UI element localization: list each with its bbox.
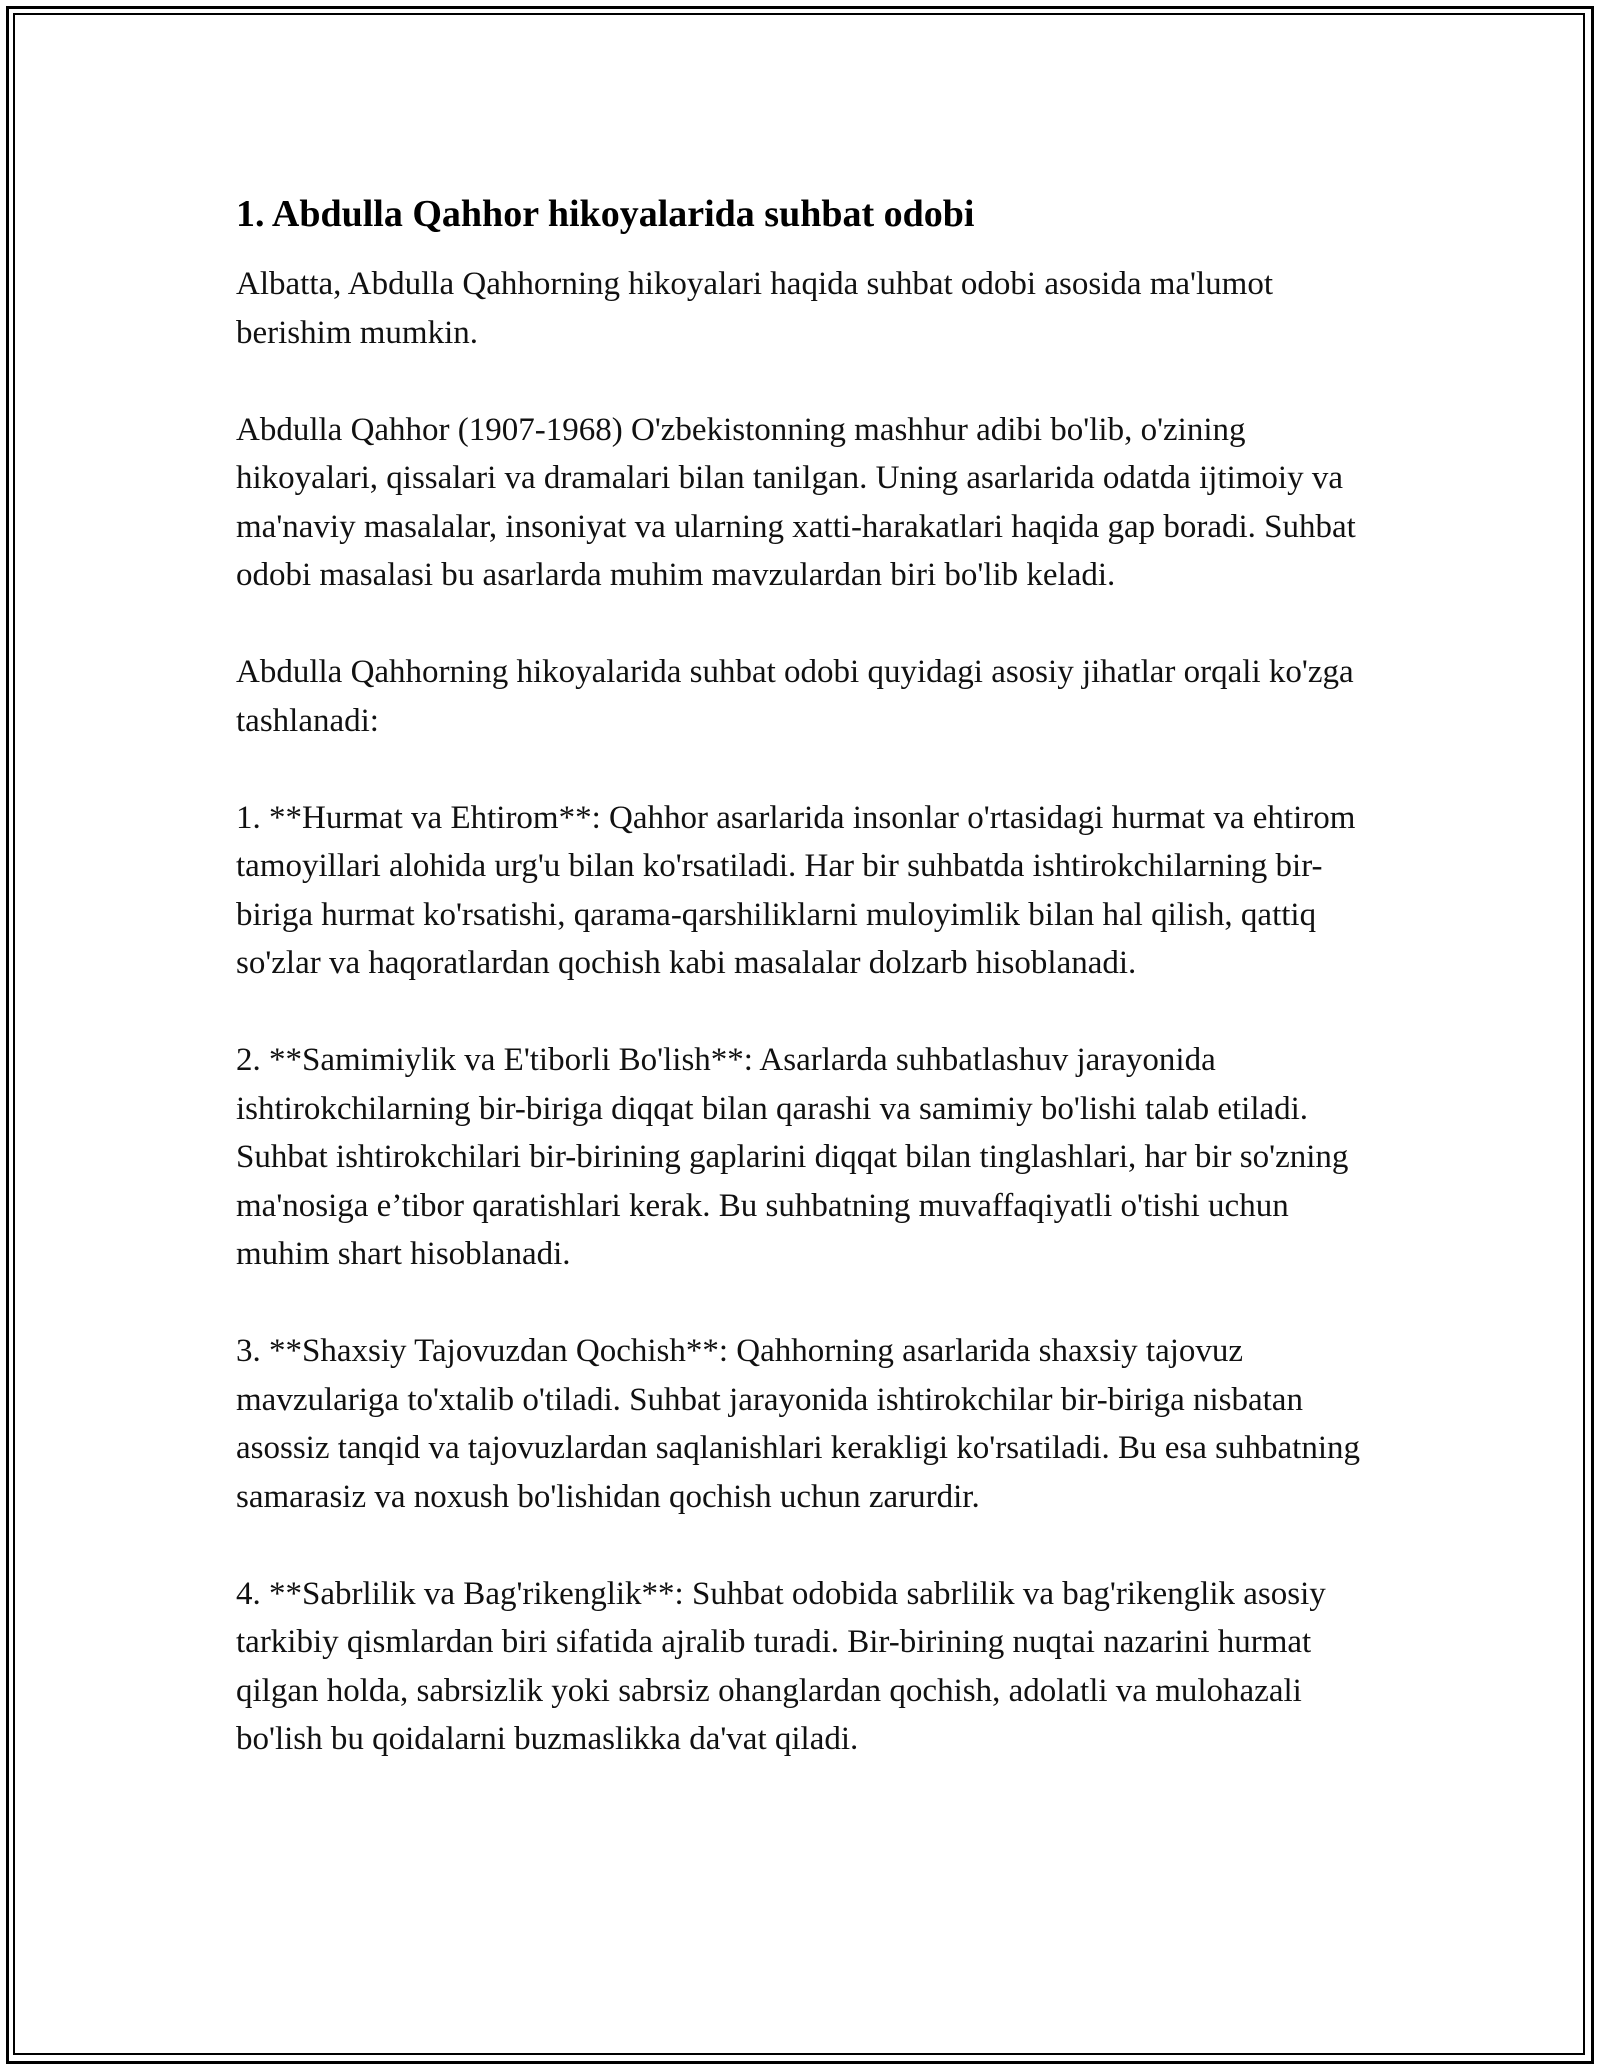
paragraph-point-4: 4. **Sabrlilik va Bag'rikenglik**: Suhbat odobida sabrlilik va bag'rikenglik asosiy tarkibiy qismlardan biri sifatida ajralib turadi. Bir-birining nuqtai nazarini hurmat qilgan holda, sabrsizlik yoki sabrsiz ohanglardan qochish, adolatli va mulohazali bo'lish bu qoidalarni buzmaslikka da'vat qiladi. <box>236 1575 1326 1757</box>
paragraph-point-1: 1. **Hurmat va Ehtirom**: Qahhor asarlarida insonlar o'rtasidagi hurmat va ehtirom tamoyillari alohida urg'u bilan ko'rsatiladi. Har bir suhbatda ishtirokchilarning bir-biriga hurmat ko'rsatishi, qarama-qarshiliklarni muloyimlik bilan hal qilish, qattiq so'zlar va haqoratlardan qochish kabi masalalar dolzarb hisoblanadi. <box>236 799 1356 981</box>
document-title: 1. Abdulla Qahhor hikoyalarida suhbat odobi <box>236 193 975 235</box>
paragraph-biography: Abdulla Qahhor (1907-1968) O'zbekistonning mashhur adibi bo'lib, o'zining hikoyalari, qissalari va dramalari bilan tanilgan. Uning asarlarida odatda ijtimoiy va ma'naviy masalalar, insoniyat va ularning xatti-harakatlari haqida gap boradi. Suhbat odobi masalasi bu asarlarda muhim mavzulardan biri bo'lib keladi. <box>236 411 1356 593</box>
paragraph-intro: Albatta, Abdulla Qahhorning hikoyalari haqida suhbat odobi asosida ma'lumot berishim mumkin. <box>236 266 1274 351</box>
paragraph-aspects-intro: Abdulla Qahhorning hikoyalarida suhbat odobi quyidagi asosiy jihatlar orqali ko'zga tashlanadi: <box>236 654 1354 739</box>
paragraph-point-3: 3. **Shaxsiy Tajovuzdan Qochish**: Qahhorning asarlarida shaxsiy tajovuz mavzulariga to'xtalib o'tiladi. Suhbat jarayonida ishtirokchilar bir-biriga nisbatan asossiz tanqid va tajovuzlardan saqlanishlari kerakligi ko'rsatiladi. Bu esa suhbatning samarasiz va noxush bo'lishidan qochish uchun zarurdir. <box>236 1333 1360 1515</box>
paragraph-point-2: 2. **Samimiylik va E'tiborli Bo'lish**: Asarlarda suhbatlashuv jarayonida ishtirokchilarning bir-biriga diqqat bilan qarashi va samimiy bo'lishi talab etiladi. Suhbat ishtirokchilari bir-birining gaplarini diqqat bilan tinglashlari, har bir so'zning ma'nosiga e’tibor qaratishlari kerak. Bu suhbatning muvaffaqiyatli o'tishi uchun muhim shart hisoblanadi. <box>236 1042 1349 1272</box>
document-body <box>236 190 1386 1764</box>
